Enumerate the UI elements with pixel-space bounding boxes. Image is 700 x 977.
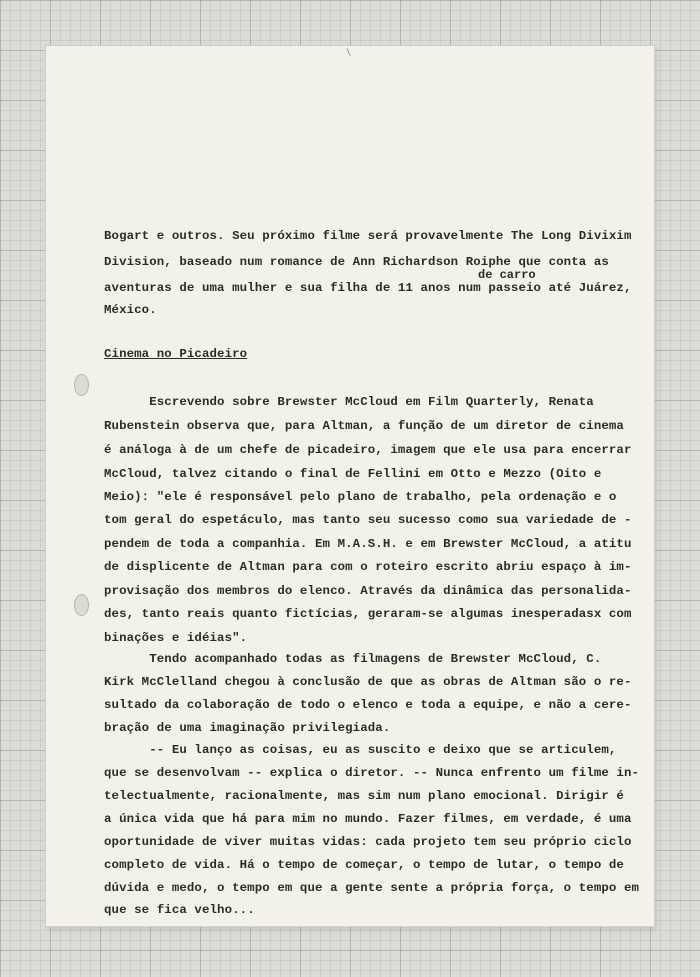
text-line: provisação dos membros do elenco. Através da dinâmica das personalida- xyxy=(104,584,632,598)
text-line: México. xyxy=(104,303,157,317)
text-line: Rubenstein observa que, para Altman, a função de um diretor de cinema xyxy=(104,419,624,433)
punch-hole-upper xyxy=(74,374,89,396)
paper-mark xyxy=(346,48,350,56)
typewritten-page xyxy=(46,46,654,926)
text-line: pendem de toda a companhia. Em M.A.S.H. e em Brewster McCloud, a atitu xyxy=(104,537,632,551)
text-line: tom geral do espetáculo, mas tanto seu sucesso como sua variedade de - xyxy=(104,513,632,527)
section-title: Cinema no Picadeiro xyxy=(104,347,248,361)
text-line: oportunidade de viver muitas vidas: cada projeto tem seu próprio ciclo xyxy=(104,835,632,849)
text-line: completo de vida. Há o tempo de começar, o tempo de lutar, o tempo de xyxy=(104,858,624,872)
text-line: Tendo acompanhado todas as filmagens de Brewster McCloud, C. xyxy=(104,652,602,666)
text-line: McCloud, talvez citando o final de Fellini em Otto e Mezzo (Oito e xyxy=(104,467,602,481)
text-line: Kirk McClelland chegou à conclusão de que as obras de Altman são o re- xyxy=(104,675,632,689)
text-line: aventuras de uma mulher e sua filha de 11 anos num passeio até Juárez, xyxy=(104,281,632,295)
text-line: Meio): "ele é responsável pelo plano de trabalho, pela ordenação e o xyxy=(104,490,617,504)
text-line: a única vida que há para mim no mundo. Fazer filmes, em verdade, é uma xyxy=(104,812,632,826)
text-line: bração de uma imaginação privilegiada. xyxy=(104,721,391,735)
text-line: dúvida e medo, o tempo em que a gente sente a própria força, o tempo em xyxy=(104,881,640,895)
text-line: -- Eu lanço as coisas, eu as suscito e deixo que se articulem, xyxy=(104,743,617,757)
text-line: Escrevendo sobre Brewster McCloud em Film Quarterly, Renata xyxy=(104,395,594,409)
text-line: que se fica velho... xyxy=(104,903,255,917)
text-line: telectualmente, racionalmente, mas sim num plano emocional. Dirigir é xyxy=(104,789,624,803)
text-line: que se desenvolvam -- explica o diretor. -- Nunca enfrento um filme in- xyxy=(104,766,640,780)
text-line: des, tanto reais quanto fictícias, geraram-se algumas inesperadasx com xyxy=(104,607,632,621)
text-line: é análoga à de um chefe de picadeiro, imagem que ele usa para encerrar xyxy=(104,443,632,457)
text-line: Division, baseado num romance de Ann Richardson Roiphe que conta as xyxy=(104,255,609,269)
text-line: binações e idéias". xyxy=(104,631,248,645)
punch-hole-lower xyxy=(74,594,89,616)
text-line: Bogart e outros. Seu próximo filme será provavelmente The Long Divixim xyxy=(104,229,632,243)
handwritten-insert: de carro xyxy=(478,268,536,282)
text-line: sultado da colaboração de todo o elenco e toda a equipe, e não a cere- xyxy=(104,698,632,712)
text-line: de displicente de Altman para com o roteiro escrito abriu espaço à im- xyxy=(104,560,632,574)
